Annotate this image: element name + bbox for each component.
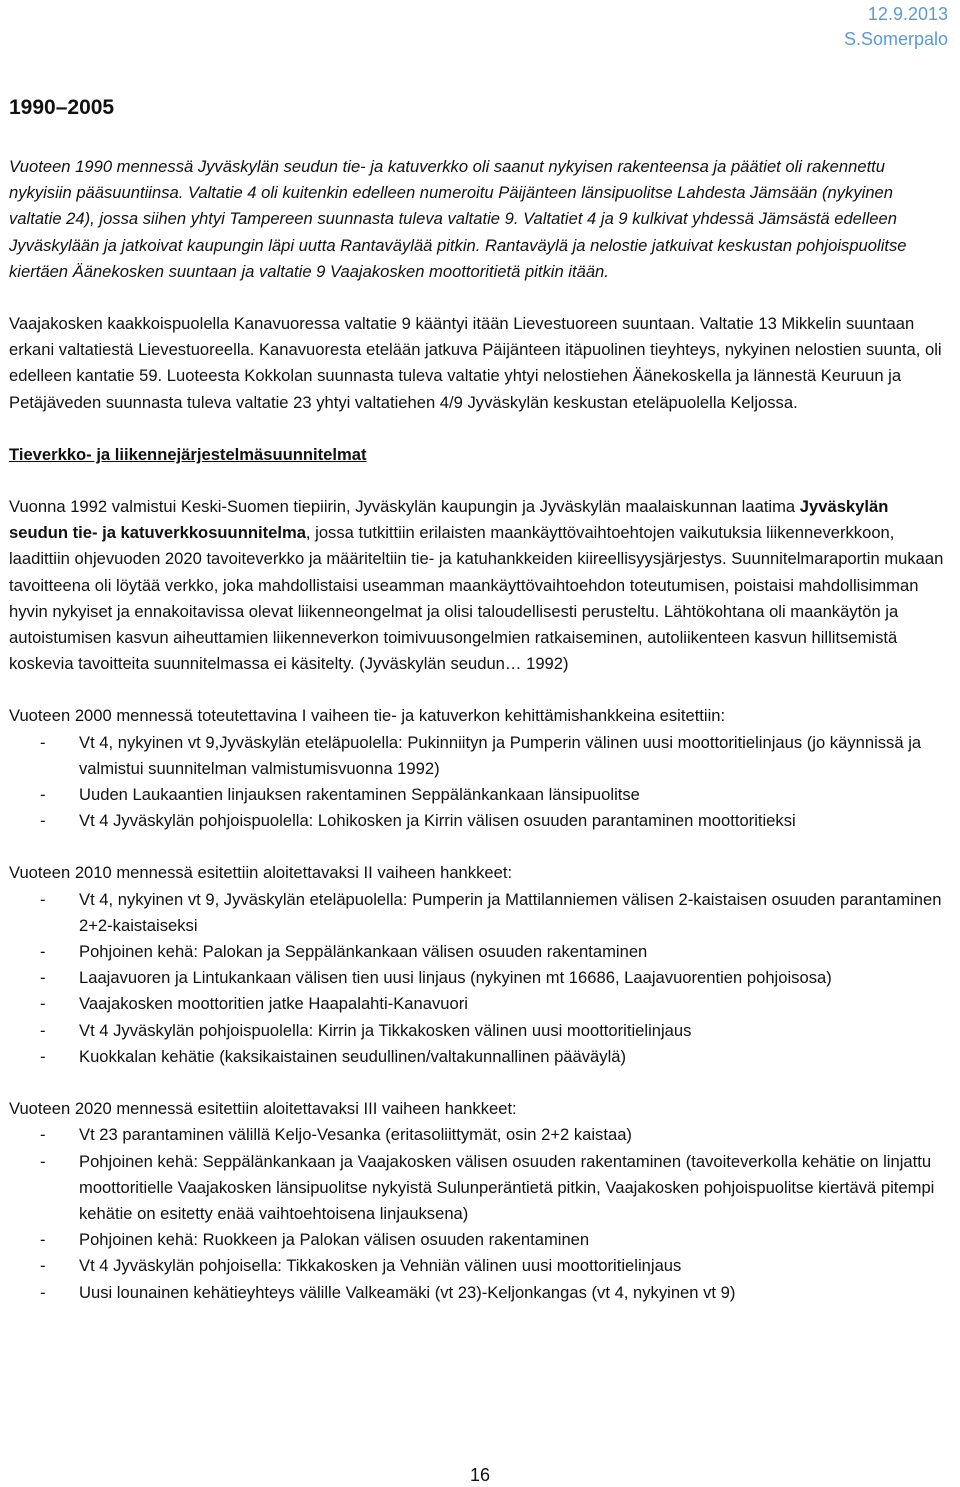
phase2-list	[9, 887, 946, 1070]
list-item: - Pohjoinen kehä: Palokan ja Seppälänkankaan välisen osuuden rakentaminen	[9, 939, 946, 965]
phase3-heading: Vuoteen 2020 mennessä esitettiin aloitettavaksi III vaiheen hankkeet:	[9, 1099, 517, 1119]
spacer	[9, 468, 946, 494]
page-number: 16	[469, 1465, 491, 1485]
list-item: - Vt 4 Jyväskylän pohjoispuolella: Lohikosken ja Kirrin välisen osuuden parantaminen moottoritieksi	[9, 808, 946, 834]
paragraph-2: Vaajakosken kaakkoispuolella Kanavuoressa valtatie 9 kääntyi itään Lievestuoreen suuntaan. Valtatie 13 Mikkelin suuntaan erkani valtatiestä Lievestuoreella. Kanavuoresta etelään jatkuva Päijänteen itäpuolinen tieyhteys, nykyinen nelostien suunta, oli edelleen kantatie 59. Luoteesta Kokkolan suunnasta tuleva valtatie yhtyi nelostiehen Äänekoskella ja lännestä Keuruun ja Petäjäveden suunnasta tuleva valtatie 23 yhtyi valtatiehen 4/9 Jyväskylän keskustan eteläpuolella Keljossa.	[9, 314, 942, 412]
spacer	[9, 1070, 946, 1096]
header-author: S.Somerpalo	[843, 29, 948, 49]
list-item: - Vt 4, nykyinen vt 9, Jyväskylän eteläpuolella: Pumperin ja Mattilanniemen välisen 2-kaistaisen osuuden parantaminen 2+2-kaistaiseksi	[9, 887, 946, 939]
phase1-list	[9, 730, 946, 835]
list-item: - Pohjoinen kehä: Ruokkeen ja Palokan välisen osuuden rakentaminen	[9, 1227, 946, 1253]
paragraph-plan	[9, 494, 946, 677]
intro-paragraph: Vuoteen 1990 mennessä Jyväskylän seudun tie- ja katuverkko oli saanut nykyisen rakenteensa ja päätiet oli rakennettu nykyisiin pääsuuntiinsa. Valtatie 4 oli kuitenkin edelleen numeroitu Päijänteen länsipuolitse Lahdesta Jämsään (nykyinen valtatie 24), jossa siihen yhtyi Tampereen suunnasta tuleva valtatie 9. Valtatiet 4 ja 9 kulkivat yhdessä Jämsästä edelleen Jyväskylään ja jatkoivat kaupungin läpi uutta Rantaväylää pitkin. Rantaväylä ja nelostie jatkuivat keskustan pohjoispuolitse kiertäen Äänekosken suuntaan ja valtatie 9 Vaajakosken moottoritietä pitkin itään.	[9, 157, 907, 281]
phase2-heading: Vuoteen 2010 mennessä esitettiin aloitettavaksi II vaiheen hankkeet:	[9, 863, 513, 883]
header-date: 12.9.2013	[867, 4, 948, 24]
list-item: - Uusi lounainen kehätieyhteys välille Valkeamäki (vt 23)-Keljonkangas (vt 4, nykyinen vt 9)	[9, 1280, 946, 1306]
document-body	[9, 154, 946, 1306]
spacer	[9, 416, 946, 442]
list-item: - Vt 23 parantaminen välillä Keljo-Vesanka (eritasoliittymät, osin 2+2 kaistaa)	[9, 1122, 946, 1148]
list-item: - Vt 4 Jyväskylän pohjoisella: Tikkakosken ja Vehniän välinen uusi moottoritielinjaus	[9, 1253, 946, 1279]
section-title: 1990–2005	[9, 96, 115, 119]
list-item: - Laajavuoren ja Lintukankaan välisen tien uusi linjaus (nykyinen mt 16686, Laajavuorentien pohjoisosa)	[9, 965, 946, 991]
spacer	[9, 834, 946, 860]
list-item: - Pohjoinen kehä: Seppälänkankaan ja Vaajakosken välisen osuuden rakentaminen (tavoiteverkolla kehätie on linjattu moottoritielle Vaajakosken länsipuolitse nykyistä Sulunperäntietä pitkin, Vaajakosken pohjoispuolitse kiertävä pitempi kehätie on esitetty enää vaihtoehtoisena linjauksena)	[9, 1149, 946, 1228]
list-item: - Kuokkalan kehätie (kaksikaistainen seudullinen/valtakunnallinen pääväylä)	[9, 1044, 946, 1070]
phase1-heading: Vuoteen 2000 mennessä toteutettavina I vaiheen tie- ja katuverkon kehittämishankkeina esitettiin:	[9, 706, 726, 726]
plan-text-end: , jossa tutkittiin erilaisten maankäyttövaihtoehtojen vaikutuksia liikenneverkkoon, laadittiin ohjevuoden 2020 tavoiteverkko ja määriteltiin tie- ja katuhankkeiden kiireellisyysjärjestys. Suunnitelmaraportin mukaan tavoitteena oli löytää verkko, joka mahdollistaisi useamman maankäyttövaihtoehdon toteutumisen, poistaisi mahdollisimman hyvin nykyiset ja ennakoitavissa olevat liikenneongelmat ja olisi taloudellisesti perusteltu. Lähtökohtana oli maankäytön ja autoistumisen kasvun aiheuttamien liikenneverkon toimivuusongelmien ratkaiseminen, autoliikenteen kasvun hillitsemistä koskevia tavoitteita suunnitelmassa ei käsitelty. (Jyväskylän seudun… 1992)	[9, 523, 944, 674]
list-item: - Vt 4, nykyinen vt 9,Jyväskylän eteläpuolella: Pukinniityn ja Pumperin välinen uusi moottoritielinjaus (jo käynnissä ja valmistui suunnitelman valmistumisvuonna 1992)	[9, 730, 946, 782]
list-item: - Uuden Laukaantien linjauksen rakentaminen Seppälänkankaan länsipuolitse	[9, 782, 946, 808]
plan-title-bold: Jyväskylän seudun tie- ja katuverkkosuunnitelma	[9, 497, 889, 543]
plan-text-start: Vuonna 1992 valmistui Keski-Suomen tiepiirin, Jyväskylän kaupungin ja Jyväskylän maalaiskunnan laatima	[9, 497, 800, 517]
page-header	[844, 2, 948, 52]
subsection-title: Tieverkko- ja liikennejärjestelmäsuunnitelmat	[9, 444, 367, 464]
spacer	[9, 285, 946, 311]
phase3-list	[9, 1122, 946, 1305]
spacer	[9, 677, 946, 703]
list-item: - Vt 4 Jyväskylän pohjoispuolella: Kirrin ja Tikkakosken välinen uusi moottoritielinjaus	[9, 1018, 946, 1044]
list-item: - Vaajakosken moottoritien jatke Haapalahti-Kanavuori	[9, 991, 946, 1017]
